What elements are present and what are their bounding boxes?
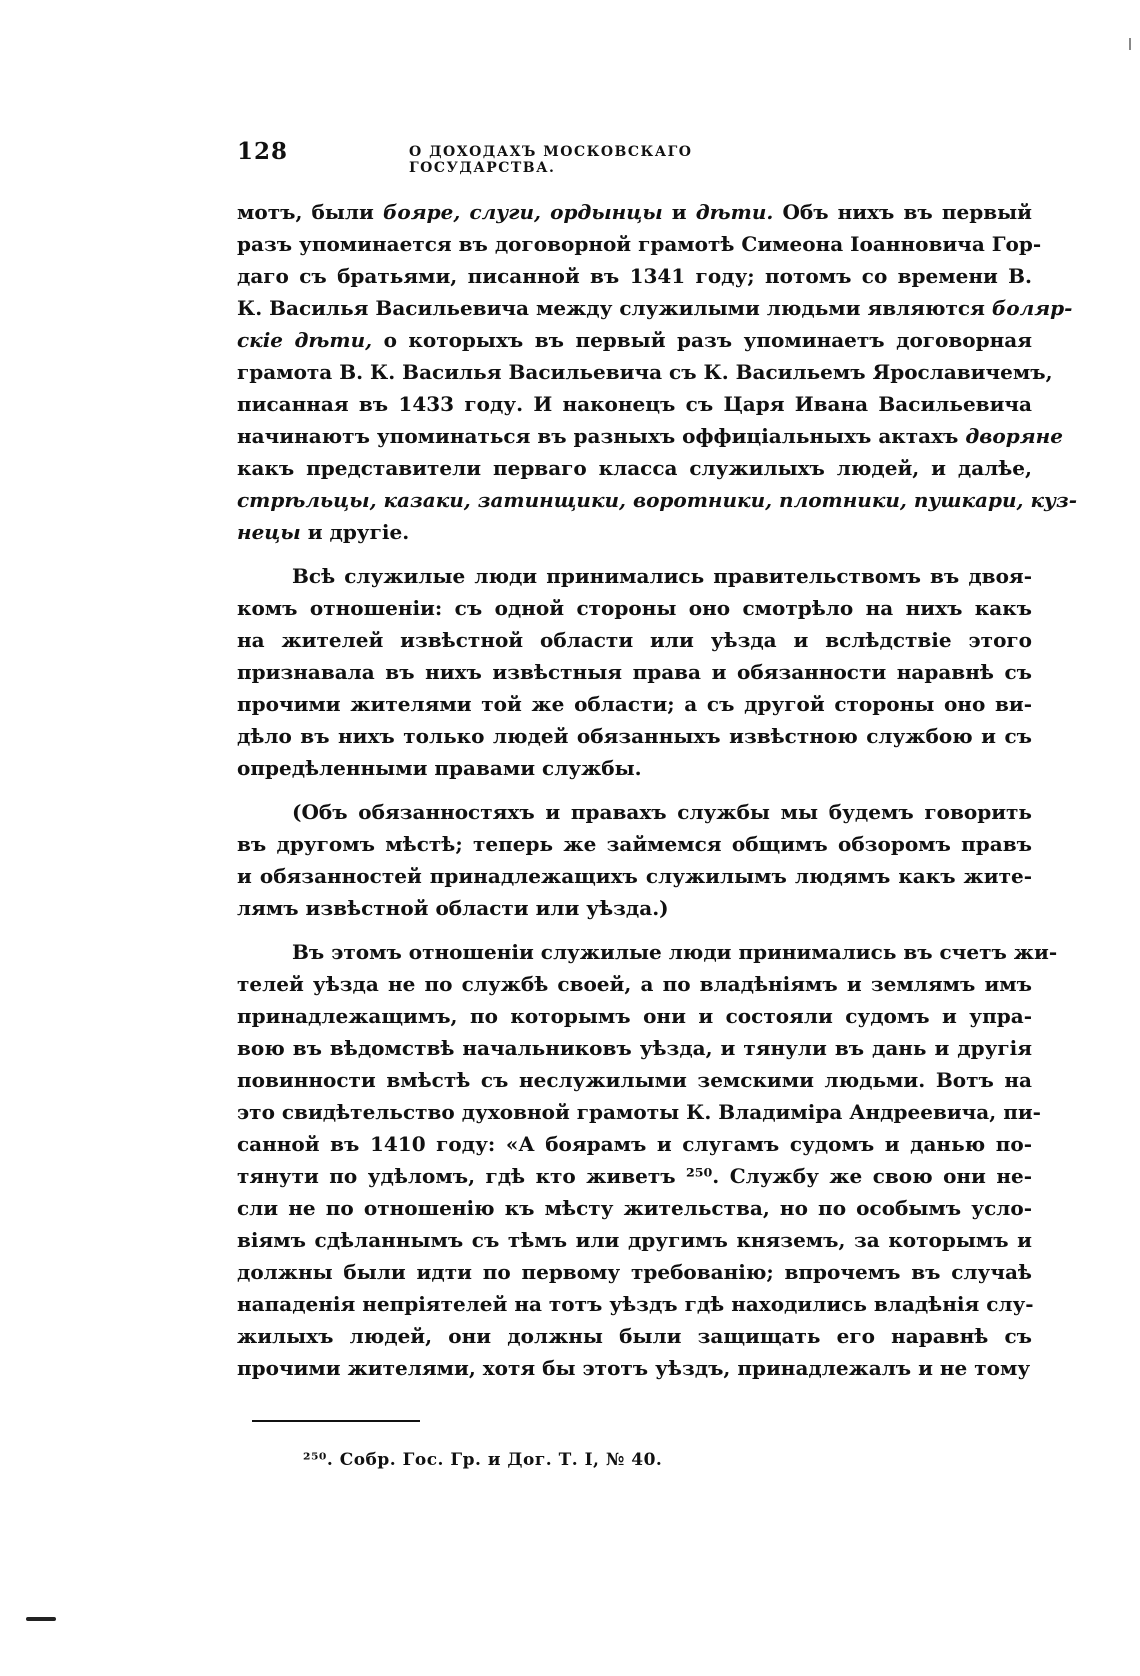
text-line [237,592,1032,624]
text-run: какъ представители перваго класса служилыхъ людей, и далѣе, [237,456,1032,480]
text-line [237,560,1032,592]
text-line [237,1160,1032,1192]
paragraph [237,796,1032,924]
paragraph-gap [237,924,1032,936]
italic-text: дворяне [965,424,1063,448]
text-run: прочими жителями, хотя бы этотъ уѣздъ, принадлежалъ и не тому [237,1356,1031,1380]
scan-mark-edge [1129,38,1131,50]
text-run: прочими жителями той же области; а съ другой стороны оно ви- [237,692,1032,716]
text-run: признавала въ нихъ извѣстныя права и обязанности наравнѣ съ [237,660,1032,684]
text-run: сли не по отношенію къ мѣсту жительства, но по особымъ усло- [237,1196,1032,1220]
paragraph [237,936,1058,1384]
text-run: телей уѣзда не по службѣ своей, а по владѣніямъ и землямъ имъ [237,972,1032,996]
text-run: повинности вмѣстѣ съ неслужилыми земскими людьми. Вотъ на [237,1068,1032,1092]
italic-text: боляр- [991,296,1073,320]
text-line [237,1288,1032,1320]
text-line [237,720,1032,752]
italic-text: бояре, слуги, ордынцы [382,200,663,224]
italic-text: скіе дѣти, [237,328,373,352]
text-line [237,452,1032,484]
text-line [237,892,1032,924]
text-line [237,1000,1032,1032]
text-run: это свидѣтельство духовной грамоты К. Владиміра Андреевича, пи- [237,1100,1041,1124]
text-line [237,196,1032,228]
text-line [237,1064,1032,1096]
text-line [237,936,1058,968]
paragraph-gap [237,548,1032,560]
text-line [237,324,1032,356]
italic-text: дѣти. [695,200,774,224]
italic-text: стрѣльцы, казаки, затинщики, воротники, плотники, пушкари, куз- [237,488,1078,512]
text-line [237,420,1063,452]
italic-text: нецы [237,520,301,544]
text-run: начинаютъ упоминаться въ разныхъ оффиціальныхъ актахъ [237,424,966,448]
text-line [237,860,1032,892]
text-run: Въ этомъ отношеніи служилые люди принимались въ счетъ жи- [292,940,1058,964]
text-line [237,624,1032,656]
scan-mark [26,1617,56,1621]
text-run: о которыхъ въ первый разъ упоминаетъ договорная [372,328,1032,352]
text-line [237,1224,1032,1256]
text-run: должны были идти по первому требованію; впрочемъ въ случаѣ [237,1260,1032,1284]
text-run: жилыхъ людей, они должны были защищать его наравнѣ съ [237,1324,1032,1348]
footnote-marker: ²⁵⁰. [303,1450,334,1470]
text-line [237,828,1032,860]
text-run: разъ упоминается въ договорной грамотѣ Симеона Іоанновича Гор- [237,232,1042,256]
text-run: на жителей извѣстной области или уѣзда и вслѣдствіе этого [237,628,1032,652]
page-header [237,138,837,176]
text-run: писанная въ 1433 году. И наконецъ съ Царя Ивана Васильевича [237,392,1032,416]
text-line [237,1192,1032,1224]
text-run: Объ нихъ въ первый [773,200,1032,224]
text-line [237,656,1032,688]
text-line [237,484,1078,516]
footnote-rule [252,1420,420,1422]
text-line [237,1032,1032,1064]
text-run: и обязанностей принадлежащихъ служилымъ людямъ какъ жите- [237,864,1032,888]
text-run: въ другомъ мѣстѣ; теперь же займемся общимъ обзоромъ правъ [237,832,1032,856]
text-line [237,752,1032,784]
text-run: К. Василья Васильевича между служилыми людьми являются [237,296,992,320]
text-line [237,1096,1041,1128]
text-line [237,1320,1032,1352]
text-line [237,356,1053,388]
text-line [237,688,1032,720]
footnote-text: Собр. Гос. Гр. и Дог. Т. I, № 40. [339,1450,663,1470]
text-line [237,1256,1032,1288]
text-run: мотъ, были [237,200,383,224]
running-title: О ДОХОДАХЪ МОСКОВСКАГО ГОСУДАРСТВА. [409,144,693,176]
text-run: комъ отношеніи: съ одной стороны оно смотрѣло на нихъ какъ [237,596,1032,620]
text-run: нападенія непріятелей на тотъ уѣздъ гдѣ находились владѣнія слу- [237,1292,1034,1316]
text-line [237,388,1032,420]
text-run: тянути по удѣломъ, гдѣ кто живетъ ²⁵⁰. Службу же свою они не- [237,1164,1032,1188]
text-line [237,260,1032,292]
text-line [237,968,1032,1000]
text-run: лямъ извѣстной области или уѣзда.) [237,896,669,920]
footnote [303,1450,662,1470]
text-run: и другіе. [300,520,410,544]
text-run: и [662,200,696,224]
text-run: опредѣленными правами службы. [237,756,642,780]
page-number: 128 [237,138,289,165]
text-run: віямъ сдѣланнымъ съ тѣмъ или другимъ княземъ, за которымъ и [237,1228,1032,1252]
text-line [237,516,1032,548]
text-run: дѣло въ нихъ только людей обязанныхъ извѣстною службою и съ [237,724,1032,748]
text-line [237,796,1032,828]
text-run: вою въ вѣдомствѣ начальниковъ уѣзда, и тянули въ дань и другія [237,1036,1032,1060]
text-line [237,228,1042,260]
text-line [237,1128,1032,1160]
text-run: даго съ братьями, писанной въ 1341 году; потомъ со времени В. [237,264,1032,288]
text-run: грамота В. К. Василья Васильевича съ К. Васильемъ Ярославичемъ, [237,360,1053,384]
text-line [237,1352,1032,1384]
text-run: принадлежащимъ, по которымъ они и состояли судомъ и упра- [237,1004,1032,1028]
text-run: санной въ 1410 году: «А боярамъ и слугамъ судомъ и данью по- [237,1132,1032,1156]
text-run: (Объ обязанностяхъ и правахъ службы мы будемъ говорить [292,800,1032,824]
text-run: Всѣ служилые люди принимались правительствомъ въ двоя- [292,564,1032,588]
paragraph [237,196,1078,548]
text-line [237,292,1073,324]
paragraph-gap [237,784,1032,796]
body-text [237,196,1078,1384]
paragraph [237,560,1032,784]
